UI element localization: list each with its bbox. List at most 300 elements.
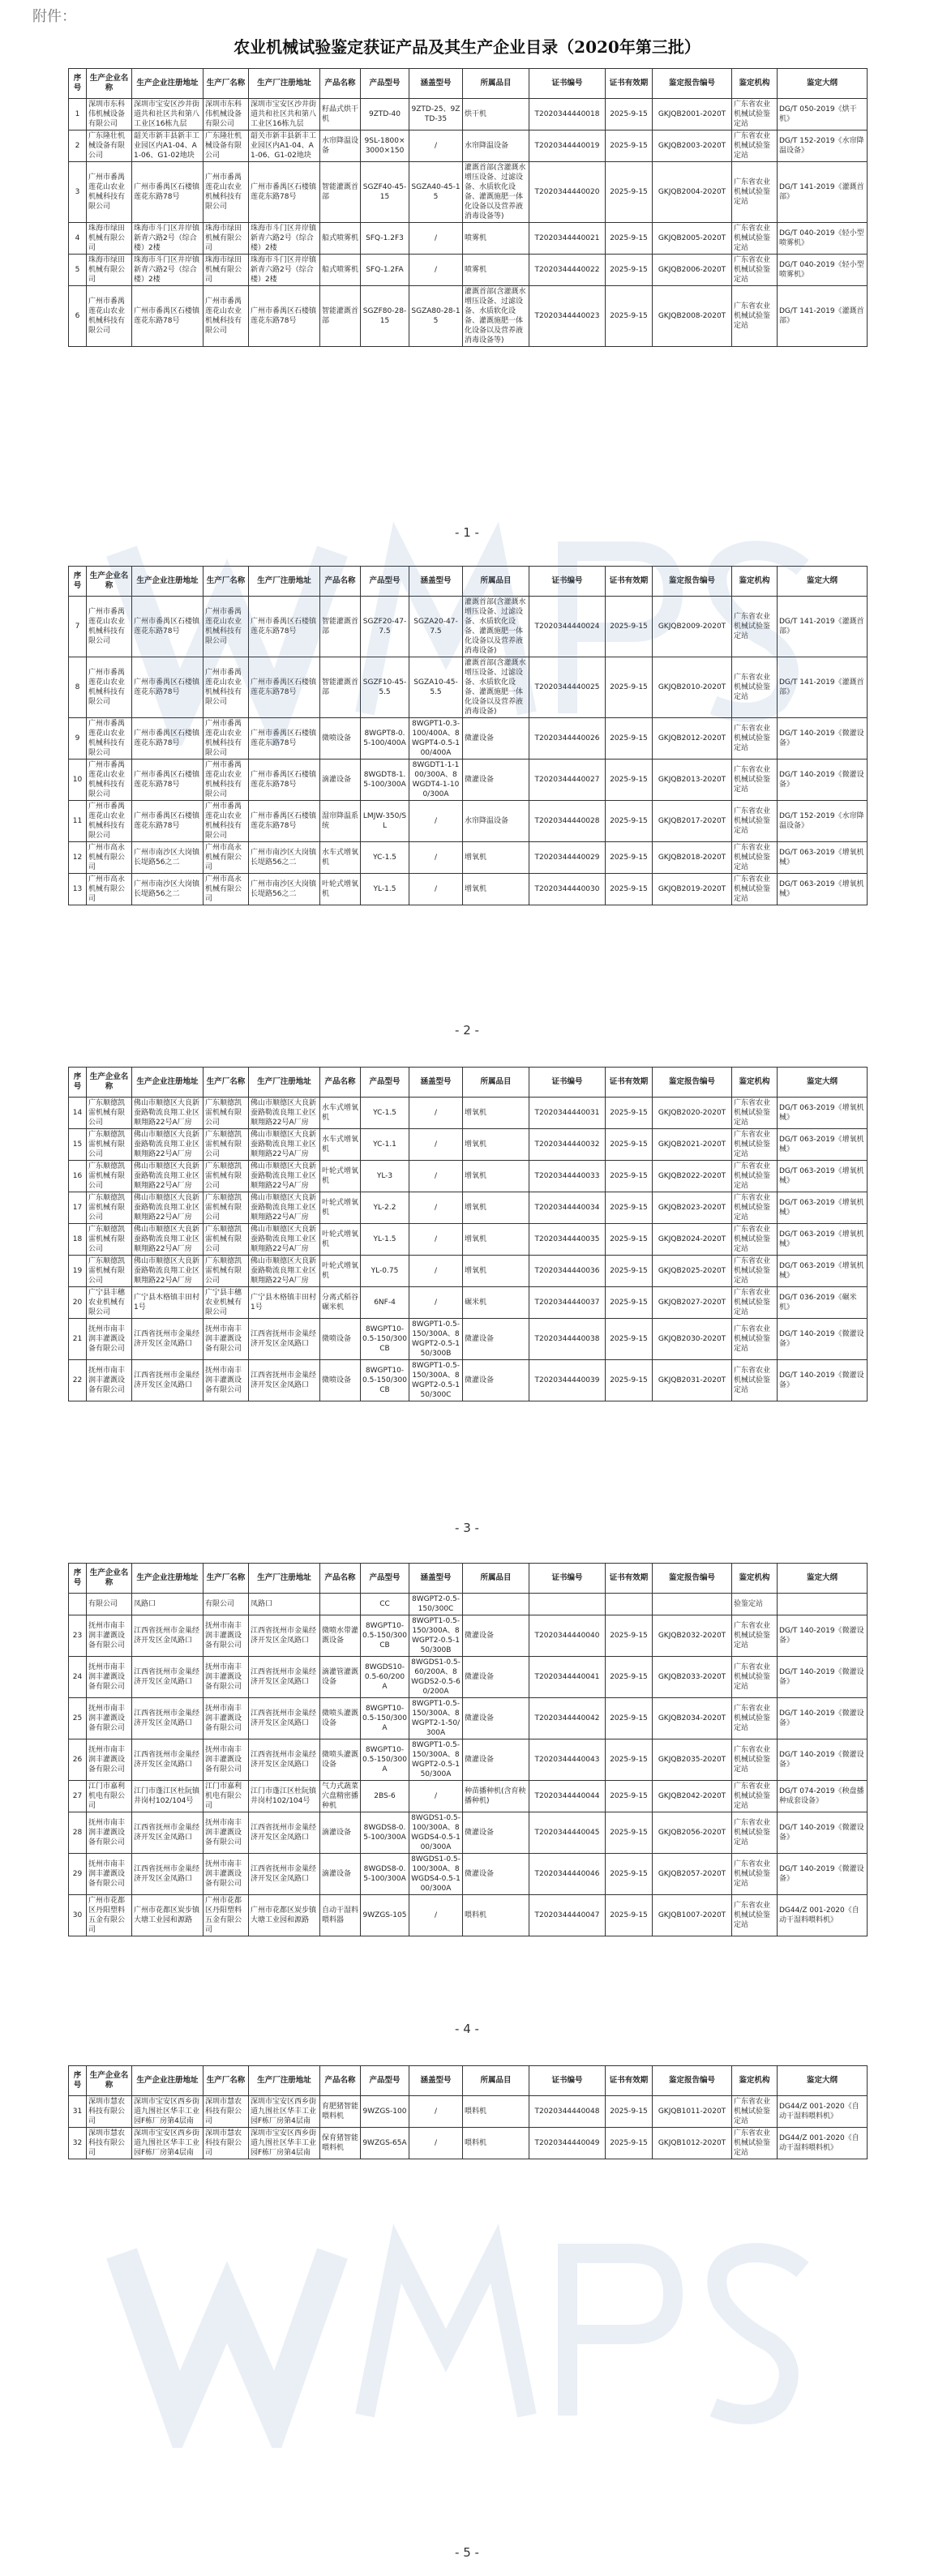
table-cell: 灌溉首部(含灌溉水增压设备、过滤设备、水质软化设备、灌溉施肥一体化设备以及营养液消毒设备) [463, 657, 529, 718]
page-2 [68, 566, 867, 905]
table-cell: 30 [69, 1895, 87, 1936]
table-cell: 微灌设备 [463, 718, 529, 760]
table-cell: 2025-9-15 [606, 760, 653, 801]
page-5 [68, 2065, 867, 2159]
table-cell: 广东省农业机械试验鉴定站 [732, 2096, 778, 2128]
table-cell: 广州市番禺区石楼镇莲花东路78号 [132, 286, 204, 347]
table-cell: 广州市番禺莲花山农业机械科技有限公司 [87, 162, 132, 223]
table-cell: YL-1.5 [361, 874, 409, 905]
table-cell: 8WGPT1-0.5-150/300A、8WGPT2-1-50/300A [409, 1698, 463, 1739]
table-cell: 6 [69, 286, 87, 347]
table-header-row [69, 1068, 868, 1098]
table-cell: / [409, 131, 463, 162]
column-header: 涵盖型号 [409, 567, 463, 597]
table-cell: 灌溉首部(含灌溉水增压设备、过滤设备、水质软化设备、灌溉施肥一体化设备以及营养液消毒设备等) [463, 162, 529, 223]
column-header: 生产厂注册地址 [249, 69, 320, 99]
table-cell: 佛山市顺德区大良新蚕路勒流良翔工业区顺翔路22号A厂房 [132, 1256, 204, 1287]
table-cell: 2025-9-15 [606, 1161, 653, 1192]
table-row [69, 1161, 868, 1192]
table-cell: GKJQB2023-2020T [653, 1192, 732, 1224]
table-cell: T2020344440037 [529, 1287, 606, 1319]
table-cell: 8WGPT1-0.5-150/300A、8WGPT2-0.5-150/300A [409, 1739, 463, 1781]
table-cell: 珠海市斗门区井岸镇新青六路2号（综合楼）2楼 [132, 223, 204, 255]
table-cell: 广东省农业机械试验鉴定站 [732, 1319, 778, 1360]
table-cell: 广州市番禺莲花山农业机械科技有限公司 [204, 801, 249, 842]
table-cell: DG44/Z 001-2020《自动干湿料喂料机》 [778, 2096, 868, 2128]
page-number: - 5 - [455, 2545, 479, 2560]
column-header: 生产企业注册地址 [132, 2066, 204, 2096]
table-cell: 21 [69, 1319, 87, 1360]
column-header: 序号 [69, 567, 87, 597]
table-cell: 江西省抚州市金巢经济开发区金凤路口 [132, 1854, 204, 1895]
table-cell: 广州市番禺莲花山农业机械科技有限公司 [87, 657, 132, 718]
column-header: 生产厂注册地址 [249, 567, 320, 597]
table-cell: 2025-9-15 [606, 1739, 653, 1781]
table-cell: / [409, 255, 463, 286]
column-header: 所属品目 [463, 2066, 529, 2096]
table-cell: LMJW-350/SL [361, 801, 409, 842]
table-cell: 广州市番禺区石楼镇莲花东路78号 [132, 801, 204, 842]
table-cell: T2020344440024 [529, 597, 606, 657]
column-header: 生产企业名称 [87, 1068, 132, 1098]
table-cell: 微喷设备 [320, 718, 361, 760]
table-cell: 广州市番禺莲花山农业机械科技有限公司 [87, 597, 132, 657]
table-cell: GKJQB2021-2020T [653, 1129, 732, 1161]
table-cell: 广东省农业机械试验鉴定站 [732, 162, 778, 223]
table-cell: 广州市番禺区石楼镇莲花东路78号 [249, 718, 320, 760]
table-cell: 25 [69, 1698, 87, 1739]
table-row [69, 760, 868, 801]
table-cell: 2025-9-15 [606, 1657, 653, 1698]
table-cell: 水帘降温设备 [320, 131, 361, 162]
table-row [69, 1698, 868, 1739]
table-cell: 广州市番禺区石楼镇莲花东路78号 [249, 801, 320, 842]
table-cell: 2025-9-15 [606, 801, 653, 842]
table-cell: 珠海市绿田机械有限公司 [204, 223, 249, 255]
table-cell: SFQ-1.2F3 [361, 223, 409, 255]
column-header: 生产厂注册地址 [249, 1564, 320, 1594]
page-4 [68, 1563, 867, 1936]
table-cell: T2020344440038 [529, 1319, 606, 1360]
table-cell: 深圳市宝安区西乡街道九围社区华丰工业园F栋厂房第4层南 [132, 2128, 204, 2159]
table-cell: 增氧机 [463, 1098, 529, 1129]
table-cell: YC-1.5 [361, 1098, 409, 1129]
table-cell: 深圳市宝安区西乡街道九围社区华丰工业园F栋厂房第4层南 [132, 2096, 204, 2128]
table-cell: 广州市番禺莲花山农业机械科技有限公司 [204, 286, 249, 347]
table-cell: 佛山市顺德区大良新蚕路勒流良翔工业区顺翔路22号A厂房 [249, 1256, 320, 1287]
table-cell: 9WZGS-65A [361, 2128, 409, 2159]
table-cell: 9ZTD-40 [361, 99, 409, 131]
table-cell: 抚州市南丰润丰灌溉设备有限公司 [204, 1812, 249, 1854]
table-cell: 喂料机 [463, 2096, 529, 2128]
column-header: 证书编号 [529, 1068, 606, 1098]
table-cell: GKJQB2008-2020T [653, 286, 732, 347]
table-row [69, 1360, 868, 1401]
table-cell: DG/T 141-2019《灌溉首部》 [778, 657, 868, 718]
table-cell: 24 [69, 1657, 87, 1698]
table-cell: 8WGDS1-0.5-60/200A、8WGDS2-0.5-60/200A [409, 1657, 463, 1698]
table-cell: 广东顺德凯雷机械有限公司 [204, 1192, 249, 1224]
table-cell: 12 [69, 842, 87, 874]
table-cell: 广东省农业机械试验鉴定站 [732, 597, 778, 657]
table-cell: 2025-9-15 [606, 1224, 653, 1256]
table-cell: T2020344440036 [529, 1256, 606, 1287]
table-row [69, 1739, 868, 1781]
table-cell: 微灌设备 [463, 1657, 529, 1698]
table-cell: 广东顺德凯雷机械有限公司 [87, 1161, 132, 1192]
document-title: 农业机械试验鉴定获证产品及其生产企业目录（2020年第三批） [234, 37, 700, 57]
table-cell: 13 [69, 874, 87, 905]
table-cell: 6NF-4 [361, 1287, 409, 1319]
table-cell: 31 [69, 2096, 87, 2128]
table-cell: 2025-9-15 [606, 99, 653, 131]
table-cell: 珠海市斗门区井岸镇新青六路2号（综合楼）2楼 [249, 223, 320, 255]
table-cell: 叶轮式增氧机 [320, 874, 361, 905]
table-cell: 广州市番禺区石楼镇莲花东路78号 [132, 657, 204, 718]
table-cell: 广东顺德凯雷机械有限公司 [87, 1224, 132, 1256]
table-cell: 广州市番禺莲花山农业机械科技有限公司 [87, 286, 132, 347]
table-cell: 抚州市南丰润丰灌溉设备有限公司 [87, 1812, 132, 1854]
table-cell: 广州市花都区丹阳塑料五金有限公司 [204, 1895, 249, 1936]
table-cell: 2025-9-15 [606, 2128, 653, 2159]
table-cell: 2025-9-15 [606, 1781, 653, 1812]
table-cell: DG/T 040-2019《轻小型喷雾机》 [778, 223, 868, 255]
table-cell: T2020344440046 [529, 1854, 606, 1895]
column-header: 产品型号 [361, 1068, 409, 1098]
table-cell: 自动干湿料喂料器 [320, 1895, 361, 1936]
column-header: 鉴定机构 [732, 1564, 778, 1594]
table-cell: 江门市嘉利机电有限公司 [87, 1781, 132, 1812]
table-header-row [69, 567, 868, 597]
table-cell: SGZF80-28-15 [361, 286, 409, 347]
table-cell: 抚州市南丰润丰灌溉设备有限公司 [87, 1854, 132, 1895]
table-cell: 佛山市顺德区大良新蚕路勒流良翔工业区顺翔路22号A厂房 [132, 1129, 204, 1161]
table-cell: GKJQB2004-2020T [653, 162, 732, 223]
table-cell: DG/T 140-2019《微灌设备》 [778, 1319, 868, 1360]
table-cell: YL-2.2 [361, 1192, 409, 1224]
table-cell: SGZF40-45-15 [361, 162, 409, 223]
table-cell: YC-1.1 [361, 1129, 409, 1161]
table-cell: 广东省农业机械试验鉴定站 [732, 286, 778, 347]
table-cell: GKJQB2013-2020T [653, 760, 732, 801]
table-cell: GKJQB2025-2020T [653, 1256, 732, 1287]
table-cell: T2020344440047 [529, 1895, 606, 1936]
table-cell: GKJQB2005-2020T [653, 223, 732, 255]
table-cell: 江西省抚州市金巢经济开发区金凤路口 [249, 1739, 320, 1781]
table-cell: 滴灌设备 [320, 1812, 361, 1854]
table-cell: 2025-9-15 [606, 718, 653, 760]
table-cell: 广州市花都区丹阳塑料五金有限公司 [87, 1895, 132, 1936]
column-header: 生产企业名称 [87, 2066, 132, 2096]
column-header: 生产厂名称 [204, 69, 249, 99]
table-cell: DG/T 063-2019《增氧机械》 [778, 1129, 868, 1161]
table-cell: T2020344440033 [529, 1161, 606, 1192]
table-cell: 广东省农业机械试验鉴定站 [732, 760, 778, 801]
table-cell: / [409, 801, 463, 842]
table-cell: 微喷头灌溉设备 [320, 1739, 361, 1781]
table-cell: 7 [69, 597, 87, 657]
table-cell: 广东省农业机械试验鉴定站 [732, 223, 778, 255]
table-cell: YC-1.5 [361, 842, 409, 874]
column-header: 证书有效期 [606, 1564, 653, 1594]
table-cell: DG/T 050-2019《烘干机》 [778, 99, 868, 131]
table-cell: 灌溉首部(含灌溉水增压设备、过滤设备、水质软化设备、灌溉施肥一体化设备以及营养液消毒设备等) [463, 286, 529, 347]
column-header: 涵盖型号 [409, 1068, 463, 1098]
table-row [69, 1192, 868, 1224]
table-cell: 2025-9-15 [606, 1129, 653, 1161]
column-header: 鉴定报告编号 [653, 2066, 732, 2096]
table-cell: 育肥猪智能喂料机 [320, 2096, 361, 2128]
column-header: 生产企业名称 [87, 69, 132, 99]
column-header: 鉴定大纲 [778, 1068, 868, 1098]
table-row [69, 223, 868, 255]
table-cell: 广州市花都区炭步镇大塘工业园和源路 [132, 1895, 204, 1936]
table-cell: 2025-9-15 [606, 1256, 653, 1287]
table-cell: 2025-9-15 [606, 1098, 653, 1129]
table-cell: SGZA10-45-5.5 [409, 657, 463, 718]
table-cell: T2020344440032 [529, 1129, 606, 1161]
table-cell: 分离式稻谷碾米机 [320, 1287, 361, 1319]
table-cell: GKJQB2017-2020T [653, 801, 732, 842]
table-cell: 抚州市南丰润丰灌溉设备有限公司 [204, 1657, 249, 1698]
table-cell: / [409, 2128, 463, 2159]
table-cell: / [409, 223, 463, 255]
table-cell: 19 [69, 1256, 87, 1287]
table-cell: 9WZGS-100 [361, 2096, 409, 2128]
table-cell: 2025-9-15 [606, 1287, 653, 1319]
table-cell: 智能灌溉首部 [320, 597, 361, 657]
table-row [69, 286, 868, 347]
table-cell: 广州市番禺区石楼镇莲花东路78号 [249, 760, 320, 801]
table-cell: DG/T 063-2019《增氧机械》 [778, 842, 868, 874]
table-cell: 凤路口 [249, 1594, 320, 1615]
table-cell: 深圳市宝安区沙井街道共和社区共和第八工业区16栋九层 [132, 99, 204, 131]
column-header: 证书编号 [529, 2066, 606, 2096]
table-cell: 智能灌溉首部 [320, 162, 361, 223]
table-cell: DG/T 141-2019《灌溉首部》 [778, 286, 868, 347]
table-cell: 广州市高永机械有限公司 [204, 874, 249, 905]
table-cell: 广州市花都区炭步镇大塘工业园和源路 [249, 1895, 320, 1936]
table-cell: 4 [69, 223, 87, 255]
table-cell: 增氧机 [463, 842, 529, 874]
table-cell: 佛山市顺德区大良新蚕路勒流良翔工业区顺翔路22号A厂房 [249, 1129, 320, 1161]
table-cell: 广东省农业机械试验鉴定站 [732, 1360, 778, 1401]
table-cell: 喷雾机 [463, 223, 529, 255]
table-cell: GKJQB2020-2020T [653, 1098, 732, 1129]
table-cell: 23 [69, 1615, 87, 1657]
table-cell: 珠海市斗门区井岸镇新青六路2号（综合楼）2楼 [132, 255, 204, 286]
table-row [69, 1594, 868, 1615]
column-header: 鉴定报告编号 [653, 1068, 732, 1098]
table-cell: 广州市番禺区石楼镇莲花东路78号 [249, 597, 320, 657]
table-header-row [69, 1564, 868, 1594]
table-cell: 8WGDS10-0.5-60/200A [361, 1657, 409, 1698]
table-cell: T2020344440041 [529, 1657, 606, 1698]
table-cell: 抚州市南丰润丰灌溉设备有限公司 [87, 1360, 132, 1401]
table-cell: 深圳市宝安区沙井街道共和社区共和第八工业区16栋九层 [249, 99, 320, 131]
table-cell: 微灌设备 [463, 760, 529, 801]
table-cell [653, 1594, 732, 1615]
product-table [68, 1563, 868, 1936]
table-cell: GKJQB2042-2020T [653, 1781, 732, 1812]
table-cell: T2020344440021 [529, 223, 606, 255]
column-header: 序号 [69, 1068, 87, 1098]
table-cell: 广州市番禺莲花山农业机械科技有限公司 [204, 597, 249, 657]
table-cell: GKJQB2033-2020T [653, 1657, 732, 1698]
table-cell: 智能灌溉首部 [320, 286, 361, 347]
table-cell: SGZA80-28-15 [409, 286, 463, 347]
table-cell: 广东省农业机械试验鉴定站 [732, 718, 778, 760]
table-cell: 江西省抚州市金巢经济开发区金凤路口 [249, 1319, 320, 1360]
table-cell: / [409, 2096, 463, 2128]
table-cell: YL-1.5 [361, 1224, 409, 1256]
table-cell: 广州市番禺区石楼镇莲花东路78号 [132, 760, 204, 801]
table-cell: 广东省农业机械试验鉴定站 [732, 1657, 778, 1698]
table-cell: 验鉴定站 [732, 1594, 778, 1615]
column-header: 产品型号 [361, 1564, 409, 1594]
table-cell: 滴灌管灌溉设备 [320, 1657, 361, 1698]
table-cell: 8WGPT1-0.5-150/300A、8WGPT2-0.5-150/300C [409, 1360, 463, 1401]
table-cell: DG/T 140-2019《微灌设备》 [778, 1698, 868, 1739]
attachment-label: 附件： [32, 8, 76, 25]
table-cell: 珠海市绿田机械有限公司 [204, 255, 249, 286]
table-cell: 广州市番禺莲花山农业机械科技有限公司 [87, 760, 132, 801]
page-1 [68, 68, 867, 347]
table-cell: 叶轮式增氧机 [320, 1192, 361, 1224]
column-header: 序号 [69, 69, 87, 99]
table-cell: 2025-9-15 [606, 255, 653, 286]
table-cell: 抚州市南丰润丰灌溉设备有限公司 [204, 1854, 249, 1895]
table-cell: 8WGDT8-1.5-100/300A [361, 760, 409, 801]
table-cell: 8WGDS1-0.5-100/300A、8WGDS4-0.5-100/300A [409, 1854, 463, 1895]
table-cell: 韶关市新丰县新丰工业园区内A1-04、A1-06、G1-02地块 [249, 131, 320, 162]
table-cell: 2025-9-15 [606, 597, 653, 657]
column-header: 产品型号 [361, 567, 409, 597]
column-header: 生产企业名称 [87, 567, 132, 597]
table-cell: 广东省农业机械试验鉴定站 [732, 1615, 778, 1657]
table-cell: SGZA20-47-7.5 [409, 597, 463, 657]
table-cell: 种苗播种机(含育秧播种机) [463, 1781, 529, 1812]
column-header: 涵盖型号 [409, 1564, 463, 1594]
table-cell: 广宁县丰穗农业机械有限公司 [87, 1287, 132, 1319]
table-cell: 江西省抚州市金巢经济开发区金凤路口 [132, 1698, 204, 1739]
table-cell: 广东省农业机械试验鉴定站 [732, 99, 778, 131]
page-number: - 2 - [455, 1023, 479, 1038]
table-cell: 8WGPT1-0.5-150/300A、8WGPT2-0.5-150/300B [409, 1319, 463, 1360]
table-cell: 深圳市慧农科技有限公司 [204, 2128, 249, 2159]
table-cell: GKJQB2057-2020T [653, 1854, 732, 1895]
page-3 [68, 1067, 867, 1401]
table-cell: 3 [69, 162, 87, 223]
table-row [69, 131, 868, 162]
table-cell: GKJQB2006-2020T [653, 255, 732, 286]
table-cell: T2020344440044 [529, 1781, 606, 1812]
column-header: 证书编号 [529, 567, 606, 597]
table-cell: GKJQB2032-2020T [653, 1615, 732, 1657]
table-cell: SGZF10-45-5.5 [361, 657, 409, 718]
table-cell: 广东顺德凯雷机械有限公司 [204, 1098, 249, 1129]
table-cell: 滴灌设备 [320, 1854, 361, 1895]
column-header: 生产企业注册地址 [132, 1068, 204, 1098]
table-cell: SGZF20-47-7.5 [361, 597, 409, 657]
table-cell: DG/T 063-2019《增氧机械》 [778, 1192, 868, 1224]
table-cell: 水车式增氧机 [320, 842, 361, 874]
table-cell: 广宁县木格镇丰田村1号 [249, 1287, 320, 1319]
column-header: 涵盖型号 [409, 2066, 463, 2096]
table-cell: 8WGPT10-0.5-150/300A [361, 1739, 409, 1781]
table-cell: 广东省农业机械试验鉴定站 [732, 874, 778, 905]
table-cell: 广州市番禺莲花山农业机械科技有限公司 [204, 760, 249, 801]
table-cell: CC [361, 1594, 409, 1615]
column-header: 鉴定机构 [732, 1068, 778, 1098]
table-cell: 江西省抚州市金巢经济开发区金凤路口 [249, 1854, 320, 1895]
table-cell: YL-0.75 [361, 1256, 409, 1287]
column-header: 鉴定报告编号 [653, 1564, 732, 1594]
table-row [69, 1098, 868, 1129]
table-cell: 江西省抚州市金巢经济开发区金凤路口 [132, 1615, 204, 1657]
table-cell: T2020344440028 [529, 801, 606, 842]
table-cell: / [409, 874, 463, 905]
table-cell: 广州市南沙区大岗镇长堤路56之二 [132, 842, 204, 874]
table-cell: 水帘降温设备 [463, 801, 529, 842]
table-cell: DG/T 140-2019《微灌设备》 [778, 760, 868, 801]
column-header: 产品型号 [361, 69, 409, 99]
table-cell: 2025-9-15 [606, 842, 653, 874]
column-header: 生产厂注册地址 [249, 1068, 320, 1098]
table-cell: 29 [69, 1854, 87, 1895]
table-cell: / [409, 1256, 463, 1287]
table-cell: DG/T 140-2019《微灌设备》 [778, 1360, 868, 1401]
table-cell: GKJQB2027-2020T [653, 1287, 732, 1319]
table-cell: 2025-9-15 [606, 874, 653, 905]
table-cell: DG/T 063-2019《增氧机械》 [778, 1256, 868, 1287]
table-cell: 增氧机 [463, 1256, 529, 1287]
table-cell: GKJQB1007-2020T [653, 1895, 732, 1936]
table-cell: 28 [69, 1812, 87, 1854]
column-header: 证书有效期 [606, 567, 653, 597]
table-cell: 14 [69, 1098, 87, 1129]
table-cell: 2025-9-15 [606, 1615, 653, 1657]
table-cell: 抚州市南丰润丰灌溉设备有限公司 [87, 1615, 132, 1657]
table-cell: / [409, 1895, 463, 1936]
table-cell: 深圳市慧农科技有限公司 [204, 2096, 249, 2128]
table-cell: 广东顺德凯雷机械有限公司 [204, 1224, 249, 1256]
table-cell: GKJQB2003-2020T [653, 131, 732, 162]
table-cell: 佛山市顺德区大良新蚕路勒流良翔工业区顺翔路22号A厂房 [132, 1098, 204, 1129]
column-header: 产品型号 [361, 2066, 409, 2096]
table-cell: 广宁县丰穗农业机械有限公司 [204, 1287, 249, 1319]
table-row [69, 99, 868, 131]
table-cell: 佛山市顺德区大良新蚕路勒流良翔工业区顺翔路22号A厂房 [249, 1224, 320, 1256]
table-cell: 深圳市东科伟机械设备有限公司 [204, 99, 249, 131]
table-cell: 广州市高永机械有限公司 [204, 842, 249, 874]
table-cell: 8WGDT1-1-100/300A、8WGDT4-1-100/300A [409, 760, 463, 801]
table-cell: 2025-9-15 [606, 1854, 653, 1895]
table-cell: 江西省抚州市金巢经济开发区金凤路口 [249, 1698, 320, 1739]
table-cell: 2025-9-15 [606, 1360, 653, 1401]
table-cell: 佛山市顺德区大良新蚕路勒流良翔工业区顺翔路22号A厂房 [132, 1224, 204, 1256]
table-cell: T2020344440034 [529, 1192, 606, 1224]
table-cell: DG/T 074-2019《秧盘播种成套设备》 [778, 1781, 868, 1812]
table-cell: 广东顺德凯雷机械有限公司 [87, 1192, 132, 1224]
table-cell: GKJQB2031-2020T [653, 1360, 732, 1401]
table-cell: T2020344440020 [529, 162, 606, 223]
table-cell: YL-3 [361, 1161, 409, 1192]
column-header: 所属品目 [463, 1068, 529, 1098]
table-cell [529, 1594, 606, 1615]
table-cell: 船式喷雾机 [320, 223, 361, 255]
column-header: 证书有效期 [606, 69, 653, 99]
